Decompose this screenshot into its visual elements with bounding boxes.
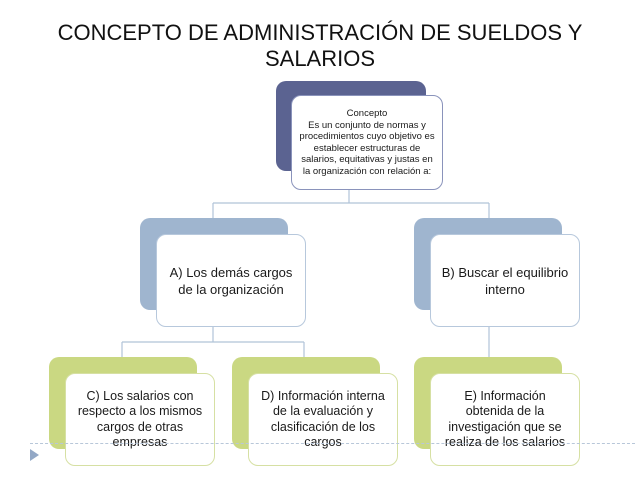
footer-divider <box>30 443 635 444</box>
node-a-label: A) Los demás cargos de la organización <box>169 264 293 297</box>
node-e-label: E) Información obtenida de la investigación que se realiza de los salarios <box>444 388 566 449</box>
node-b-label: B) Buscar el equilibrio interno <box>441 264 569 297</box>
slide-title: CONCEPTO DE ADMINISTRACIÓN DE SUELDOS Y SALARIOS <box>57 20 583 71</box>
concepto-body: Es un conjunto de normas y procedimientos cuyo objetivo es establecer estructuras de salarios, equitativas y justas en la organización con relación a: <box>299 119 435 177</box>
concepto-node <box>291 95 443 190</box>
node-b <box>430 234 580 327</box>
play-arrow-icon <box>30 449 39 461</box>
node-c-label: C) Los salarios con respecto a los mismos cargos de otras empresas <box>77 388 203 449</box>
node-d-label: D) Información interna de la evaluación y clasificación de los cargos <box>261 388 385 449</box>
node-c <box>65 373 215 466</box>
node-d <box>248 373 398 466</box>
node-e <box>430 373 580 466</box>
node-a <box>156 234 306 327</box>
concepto-heading: Concepto <box>346 108 388 119</box>
